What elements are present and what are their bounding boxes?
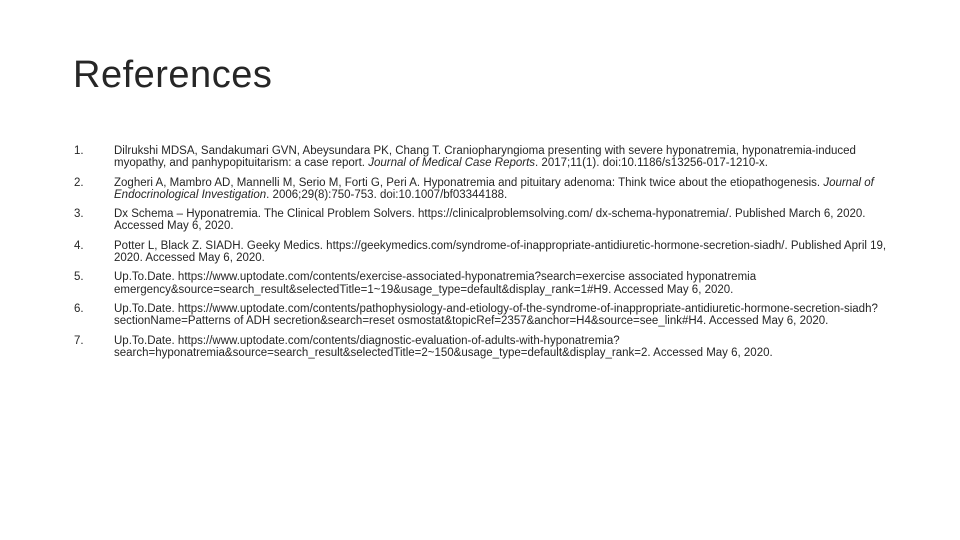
reference-text	[114, 208, 892, 233]
reference-number: 6.	[74, 302, 84, 315]
reference-journal: Journal of Medical Case Reports	[368, 157, 536, 170]
reference-number: 2.	[74, 176, 84, 189]
reference-item	[74, 208, 892, 233]
reference-item	[74, 177, 892, 202]
reference-text-main: Up.To.Date. https://www.uptodate.com/contents/diagnostic-evaluation-of-adults-with-hyponatremia?search=hyponatremia&source=search_result&selectedTitle=2~150&usage_type=default&display_rank=2. Accessed May 6, 2020.	[114, 334, 773, 359]
reference-text-main: Dilrukshi MDSA, Sandakumari GVN, Abeysundara PK, Chang T. Craniopharyngioma presenting with severe hyponatremia, hyponatremia-induced myopathy, and panhypopituitarism: a case report.	[114, 145, 856, 170]
reference-journal: Journal of Endocrinological Investigation	[114, 176, 874, 201]
reference-text	[114, 271, 892, 296]
reference-item	[74, 271, 892, 296]
reference-item	[74, 240, 892, 265]
reference-text-main: Up.To.Date. https://www.uptodate.com/contents/exercise-associated-hyponatremia?search=exercise associated hyponatremia emergency&source=search_result&selectedTitle=1~19&usage_type=default&display_rank=1#H9. Accessed May 6, 2020.	[114, 271, 757, 296]
reference-text-main: Potter L, Black Z. SIADH. Geeky Medics. https://geekymedics.com/syndrome-of-inappropriate-antidiuretic-hormone-secretion-siadh/. Published April 19, 2020. Accessed May 6, 2020.	[114, 239, 887, 265]
reference-text	[114, 240, 892, 265]
reference-text-tail: . 2006;29(8):750-753. doi:10.1007/bf03344188.	[266, 188, 508, 201]
reference-text-main: Zogheri A, Mambro AD, Mannelli M, Serio M, Forti G, Peri A. Hyponatremia and pituitary adenoma: Think twice about the etiopathogenesis.	[114, 176, 824, 189]
reference-number: 1.	[74, 145, 84, 157]
reference-number: 7.	[74, 334, 84, 347]
reference-text-main: Dx Schema – Hyponatremia. The Clinical Problem Solvers. https://clinicalproblemsolving.com/ dx-schema-hyponatremia/. Published March 6, 2020. Accessed May 6, 2020.	[114, 208, 866, 233]
reference-item	[74, 145, 892, 170]
reference-number: 5.	[74, 271, 84, 284]
reference-text	[114, 335, 892, 360]
reference-list	[74, 145, 892, 366]
reference-text-main: Up.To.Date. https://www.uptodate.com/contents/pathophysiology-and-etiology-of-the-syndrome-of-inappropriate-antidiuretic-hormone-secretion-siadh?sectionName=Patterns of ADH secretion&search=reset osmostat&topicRef=2357&anchor=H4&source=see_link#H4. Accessed May 6, 2020.	[114, 302, 878, 328]
page-title: References	[73, 54, 273, 96]
reference-text	[114, 303, 892, 328]
reference-item	[74, 335, 892, 360]
reference-text	[114, 145, 892, 170]
reference-number: 3.	[74, 208, 84, 221]
reference-text	[114, 177, 892, 202]
reference-text-tail: . 2017;11(1). doi:10.1186/s13256-017-1210-x.	[535, 157, 768, 170]
reference-number: 4.	[74, 239, 84, 252]
reference-item	[74, 303, 892, 328]
